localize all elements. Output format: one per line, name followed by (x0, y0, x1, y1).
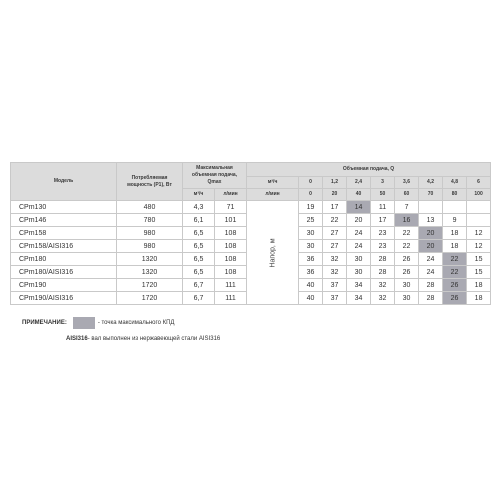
efficiency-swatch (73, 317, 95, 329)
qmax-m3h-cell: 6,7 (183, 292, 215, 305)
flow-m3h-cell: 0 (299, 177, 323, 189)
max-efficiency-cell: 26 (443, 292, 467, 305)
qmax-lmin-cell: 108 (215, 227, 247, 240)
power-cell: 980 (117, 240, 183, 253)
model-cell: CPm146 (11, 214, 117, 227)
head-value-cell: 27 (323, 240, 347, 253)
table-body (11, 201, 491, 305)
head-value-cell: 24 (419, 266, 443, 279)
power-cell: 780 (117, 214, 183, 227)
head-value-cell: 20 (347, 214, 371, 227)
max-efficiency-cell: 16 (395, 214, 419, 227)
head-value-cell: 28 (371, 253, 395, 266)
header-model: Модель (11, 163, 117, 201)
pump-spec-table (10, 162, 491, 305)
model-cell: CPm130 (11, 201, 117, 214)
head-value-cell: 37 (323, 292, 347, 305)
qmax-lmin-cell: 111 (215, 292, 247, 305)
flow-lmin-cell: 0 (299, 189, 323, 201)
flow-m3h-cell: 3,6 (395, 177, 419, 189)
qmax-lmin-cell: 71 (215, 201, 247, 214)
head-value-cell: 23 (371, 240, 395, 253)
notes (22, 316, 220, 346)
flow-m3h-cell: 3 (371, 177, 395, 189)
header-unit-m3h: м³/ч (247, 177, 299, 189)
note-aisi-text: - вал выполнен из нержавеющей стали AISI316 (87, 336, 221, 342)
head-value-cell: 28 (419, 292, 443, 305)
max-efficiency-cell: 20 (419, 240, 443, 253)
flow-m3h-cell: 4,2 (419, 177, 443, 189)
model-cell: CPm190 (11, 279, 117, 292)
head-label-cell (247, 201, 299, 305)
model-cell: CPm190/AISI316 (11, 292, 117, 305)
head-value-cell: 40 (299, 279, 323, 292)
head-value-cell: 7 (395, 201, 419, 214)
head-value-cell: 17 (371, 214, 395, 227)
head-value-cell: 19 (299, 201, 323, 214)
head-value-cell: 24 (347, 240, 371, 253)
head-value-cell: 24 (347, 227, 371, 240)
head-value-cell: 26 (395, 253, 419, 266)
power-cell: 1320 (117, 253, 183, 266)
head-value-cell: 15 (467, 266, 491, 279)
power-cell: 1720 (117, 279, 183, 292)
qmax-m3h-cell: 4,3 (183, 201, 215, 214)
max-efficiency-cell: 20 (419, 227, 443, 240)
head-value-cell: 36 (299, 253, 323, 266)
head-value-cell: 27 (323, 227, 347, 240)
head-value-cell: 15 (467, 253, 491, 266)
head-value-cell: 18 (467, 279, 491, 292)
model-cell: CPm158/AISI316 (11, 240, 117, 253)
note-aisi-bold: AISI316 (66, 336, 88, 342)
head-value-cell: 26 (395, 266, 419, 279)
power-cell: 980 (117, 227, 183, 240)
qmax-m3h-cell: 6,5 (183, 266, 215, 279)
flow-lmin-cell: 70 (419, 189, 443, 201)
head-value-cell: 22 (395, 240, 419, 253)
model-cell: CPm158 (11, 227, 117, 240)
head-value-cell: 11 (371, 201, 395, 214)
head-value-cell: 32 (371, 292, 395, 305)
head-value-cell: 32 (323, 253, 347, 266)
max-efficiency-cell: 22 (443, 253, 467, 266)
head-value-cell: 30 (347, 266, 371, 279)
header-maxflow-unit-m3h: м³/ч (183, 189, 215, 201)
flow-m3h-cell: 1,2 (323, 177, 347, 189)
header-power: Потребляемая мощность (P1), Вт (117, 163, 183, 201)
head-value-cell: 30 (347, 253, 371, 266)
head-value-cell: 30 (299, 240, 323, 253)
qmax-lmin-cell: 108 (215, 253, 247, 266)
flow-lmin-cell: 40 (347, 189, 371, 201)
head-value-cell: 12 (467, 240, 491, 253)
head-value-cell (443, 201, 467, 214)
note-efficiency (22, 316, 220, 330)
head-value-cell: 34 (347, 292, 371, 305)
head-value-cell: 12 (467, 227, 491, 240)
model-cell: CPm180 (11, 253, 117, 266)
flow-m3h-cell: 4,8 (443, 177, 467, 189)
head-value-cell: 32 (323, 266, 347, 279)
max-efficiency-cell: 22 (443, 266, 467, 279)
qmax-lmin-cell: 108 (215, 266, 247, 279)
header-maxflow-unit-lmin: л/мин (215, 189, 247, 201)
header-flow: Объемная подача, Q (247, 163, 491, 177)
qmax-lmin-cell: 101 (215, 214, 247, 227)
power-cell: 1320 (117, 266, 183, 279)
qmax-m3h-cell: 6,5 (183, 227, 215, 240)
power-cell: 1720 (117, 292, 183, 305)
header-unit-lmin: л/мин (247, 189, 299, 201)
head-value-cell: 40 (299, 292, 323, 305)
head-value-cell: 36 (299, 266, 323, 279)
flow-lmin-cell: 50 (371, 189, 395, 201)
head-value-cell (467, 201, 491, 214)
header-maxflow: Максимальная объемная подача, Qmax (183, 163, 247, 189)
head-value-cell: 22 (323, 214, 347, 227)
flow-lmin-cell: 100 (467, 189, 491, 201)
flow-lmin-cell: 60 (395, 189, 419, 201)
qmax-m3h-cell: 6,5 (183, 253, 215, 266)
head-value-cell: 28 (371, 266, 395, 279)
note-aisi (22, 332, 220, 346)
head-value-cell: 24 (419, 253, 443, 266)
flow-m3h-cell: 2,4 (347, 177, 371, 189)
head-value-cell: 18 (443, 227, 467, 240)
flow-m3h-cell: 6 (467, 177, 491, 189)
head-value-cell: 30 (299, 227, 323, 240)
model-cell: CPm180/AISI316 (11, 266, 117, 279)
head-value-cell: 17 (323, 201, 347, 214)
head-value-cell: 25 (299, 214, 323, 227)
head-value-cell: 22 (395, 227, 419, 240)
head-label: Напор, м (269, 237, 277, 268)
flow-lmin-cell: 20 (323, 189, 347, 201)
note-title: ПРИМЕЧАНИЕ: (22, 320, 67, 326)
qmax-lmin-cell: 108 (215, 240, 247, 253)
head-value-cell: 9 (443, 214, 467, 227)
head-value-cell: 32 (371, 279, 395, 292)
flow-lmin-cell: 80 (443, 189, 467, 201)
head-value-cell: 28 (419, 279, 443, 292)
qmax-m3h-cell: 6,5 (183, 240, 215, 253)
max-efficiency-cell: 14 (347, 201, 371, 214)
head-value-cell: 30 (395, 279, 419, 292)
head-value-cell: 34 (347, 279, 371, 292)
qmax-m3h-cell: 6,7 (183, 279, 215, 292)
head-value-cell (419, 201, 443, 214)
head-value-cell: 23 (371, 227, 395, 240)
max-efficiency-cell: 26 (443, 279, 467, 292)
head-value-cell: 37 (323, 279, 347, 292)
head-value-cell: 18 (467, 292, 491, 305)
table-row (11, 201, 491, 214)
qmax-m3h-cell: 6,1 (183, 214, 215, 227)
head-value-cell: 13 (419, 214, 443, 227)
qmax-lmin-cell: 111 (215, 279, 247, 292)
head-value-cell (467, 214, 491, 227)
note-swatch-text: - точка максимального КПД (97, 320, 175, 326)
head-value-cell: 18 (443, 240, 467, 253)
power-cell: 480 (117, 201, 183, 214)
head-value-cell: 30 (395, 292, 419, 305)
